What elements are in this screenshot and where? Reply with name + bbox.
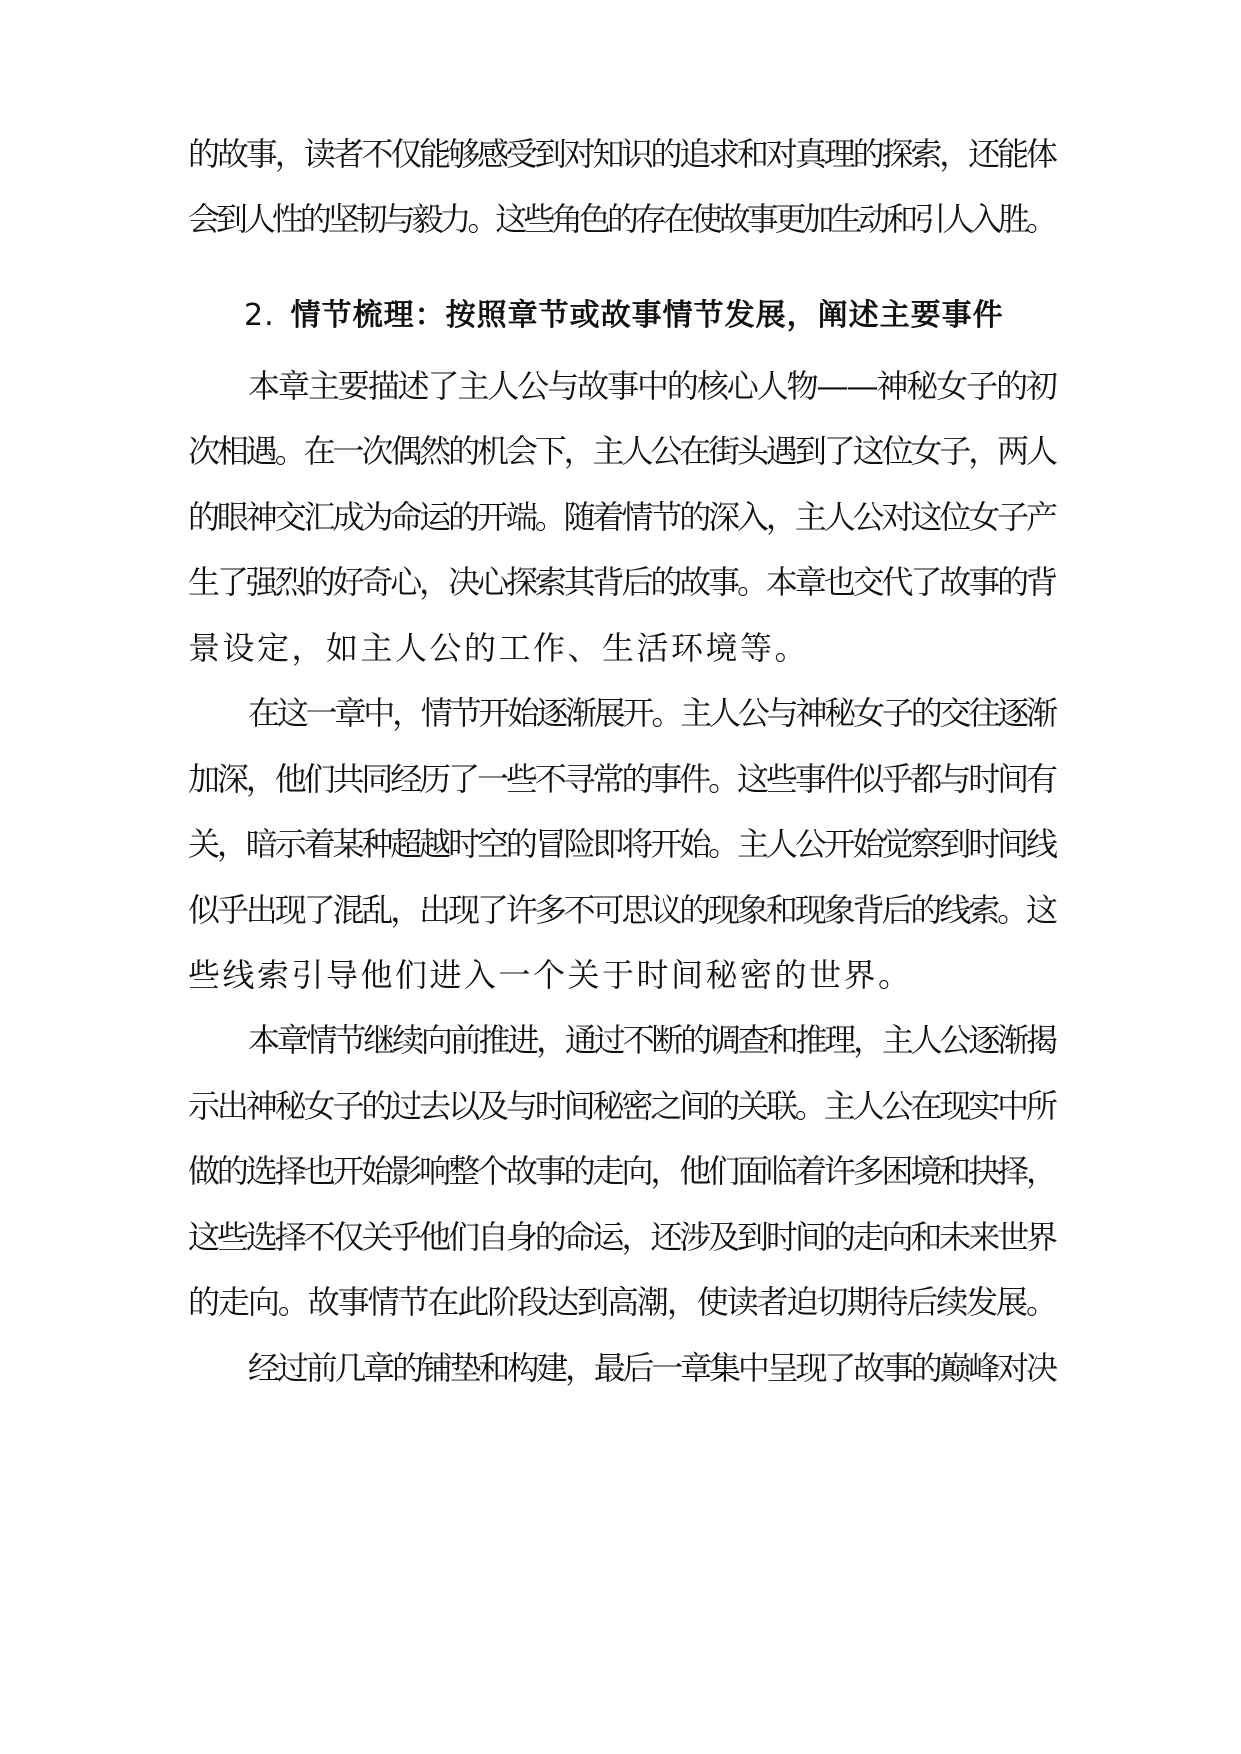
text-line: 会到人性的坚韧与毅力。这些角色的存在使故事更加生动和引人入胜。 [188, 200, 1054, 238]
text-line: 似乎出现了混乱，出现了许多不可思议的现象和现象背后的线索。这 [188, 891, 1055, 929]
section-heading [244, 296, 1058, 336]
text-line: 本章主要描述了主人公与故事中的核心人物——神秘女子的初 [248, 367, 1056, 405]
text-line: 生了强烈的好奇心，决心探索其背后的故事。本章也交代了故事的背 [188, 563, 1055, 601]
text-line: 本章情节继续向前推进，通过不断的调查和推理，主人公逐渐揭 [248, 1021, 1055, 1059]
text-line: 在这一章中，情节开始逐渐展开。主人公与神秘女子的交往逐渐 [248, 694, 1055, 732]
text-line: 经过前几章的铺垫和构建，最后一章集中呈现了故事的巅峰对决 [248, 1349, 1055, 1387]
section-title: 情节梳理：按照章节或故事情节发展，阐述主要事件 [290, 298, 1004, 333]
text-line: 景设定，如主人公的工作、生活环境等。 [188, 629, 810, 667]
section-number: 2. [244, 298, 275, 333]
text-line: 的故事，读者不仅能够感受到对知识的追求和对真理的探索，还能体 [188, 135, 1055, 173]
text-line: 这些选择不仅关乎他们自身的命运，还涉及到时间的走向和未来世界 [188, 1218, 1055, 1256]
text-line: 的走向。故事情节在此阶段达到高潮，使读者迫切期待后续发展。 [188, 1283, 1056, 1321]
text-line: 的眼神交汇成为命运的开端。随着情节的深入，主人公对这位女子产 [188, 498, 1055, 536]
text-line: 些线索引导他们进入一个关于时间秘密的世界。 [188, 956, 913, 994]
text-line: 次相遇。在一次偶然的机会下，主人公在街头遇到了这位女子，两人 [188, 432, 1055, 470]
text-line: 关，暗示着某种超越时空的冒险即将开始。主人公开始觉察到时间线 [188, 825, 1055, 863]
text-line: 加深，他们共同经历了一些不寻常的事件。这些事件似乎都与时间有 [188, 760, 1055, 798]
text-line: 示出神秘女子的过去以及与时间秘密之间的关联。主人公在现实中所 [188, 1087, 1055, 1125]
text-line: 做的选择也开始影响整个故事的走向，他们面临着许多困境和抉择， [188, 1152, 1055, 1190]
